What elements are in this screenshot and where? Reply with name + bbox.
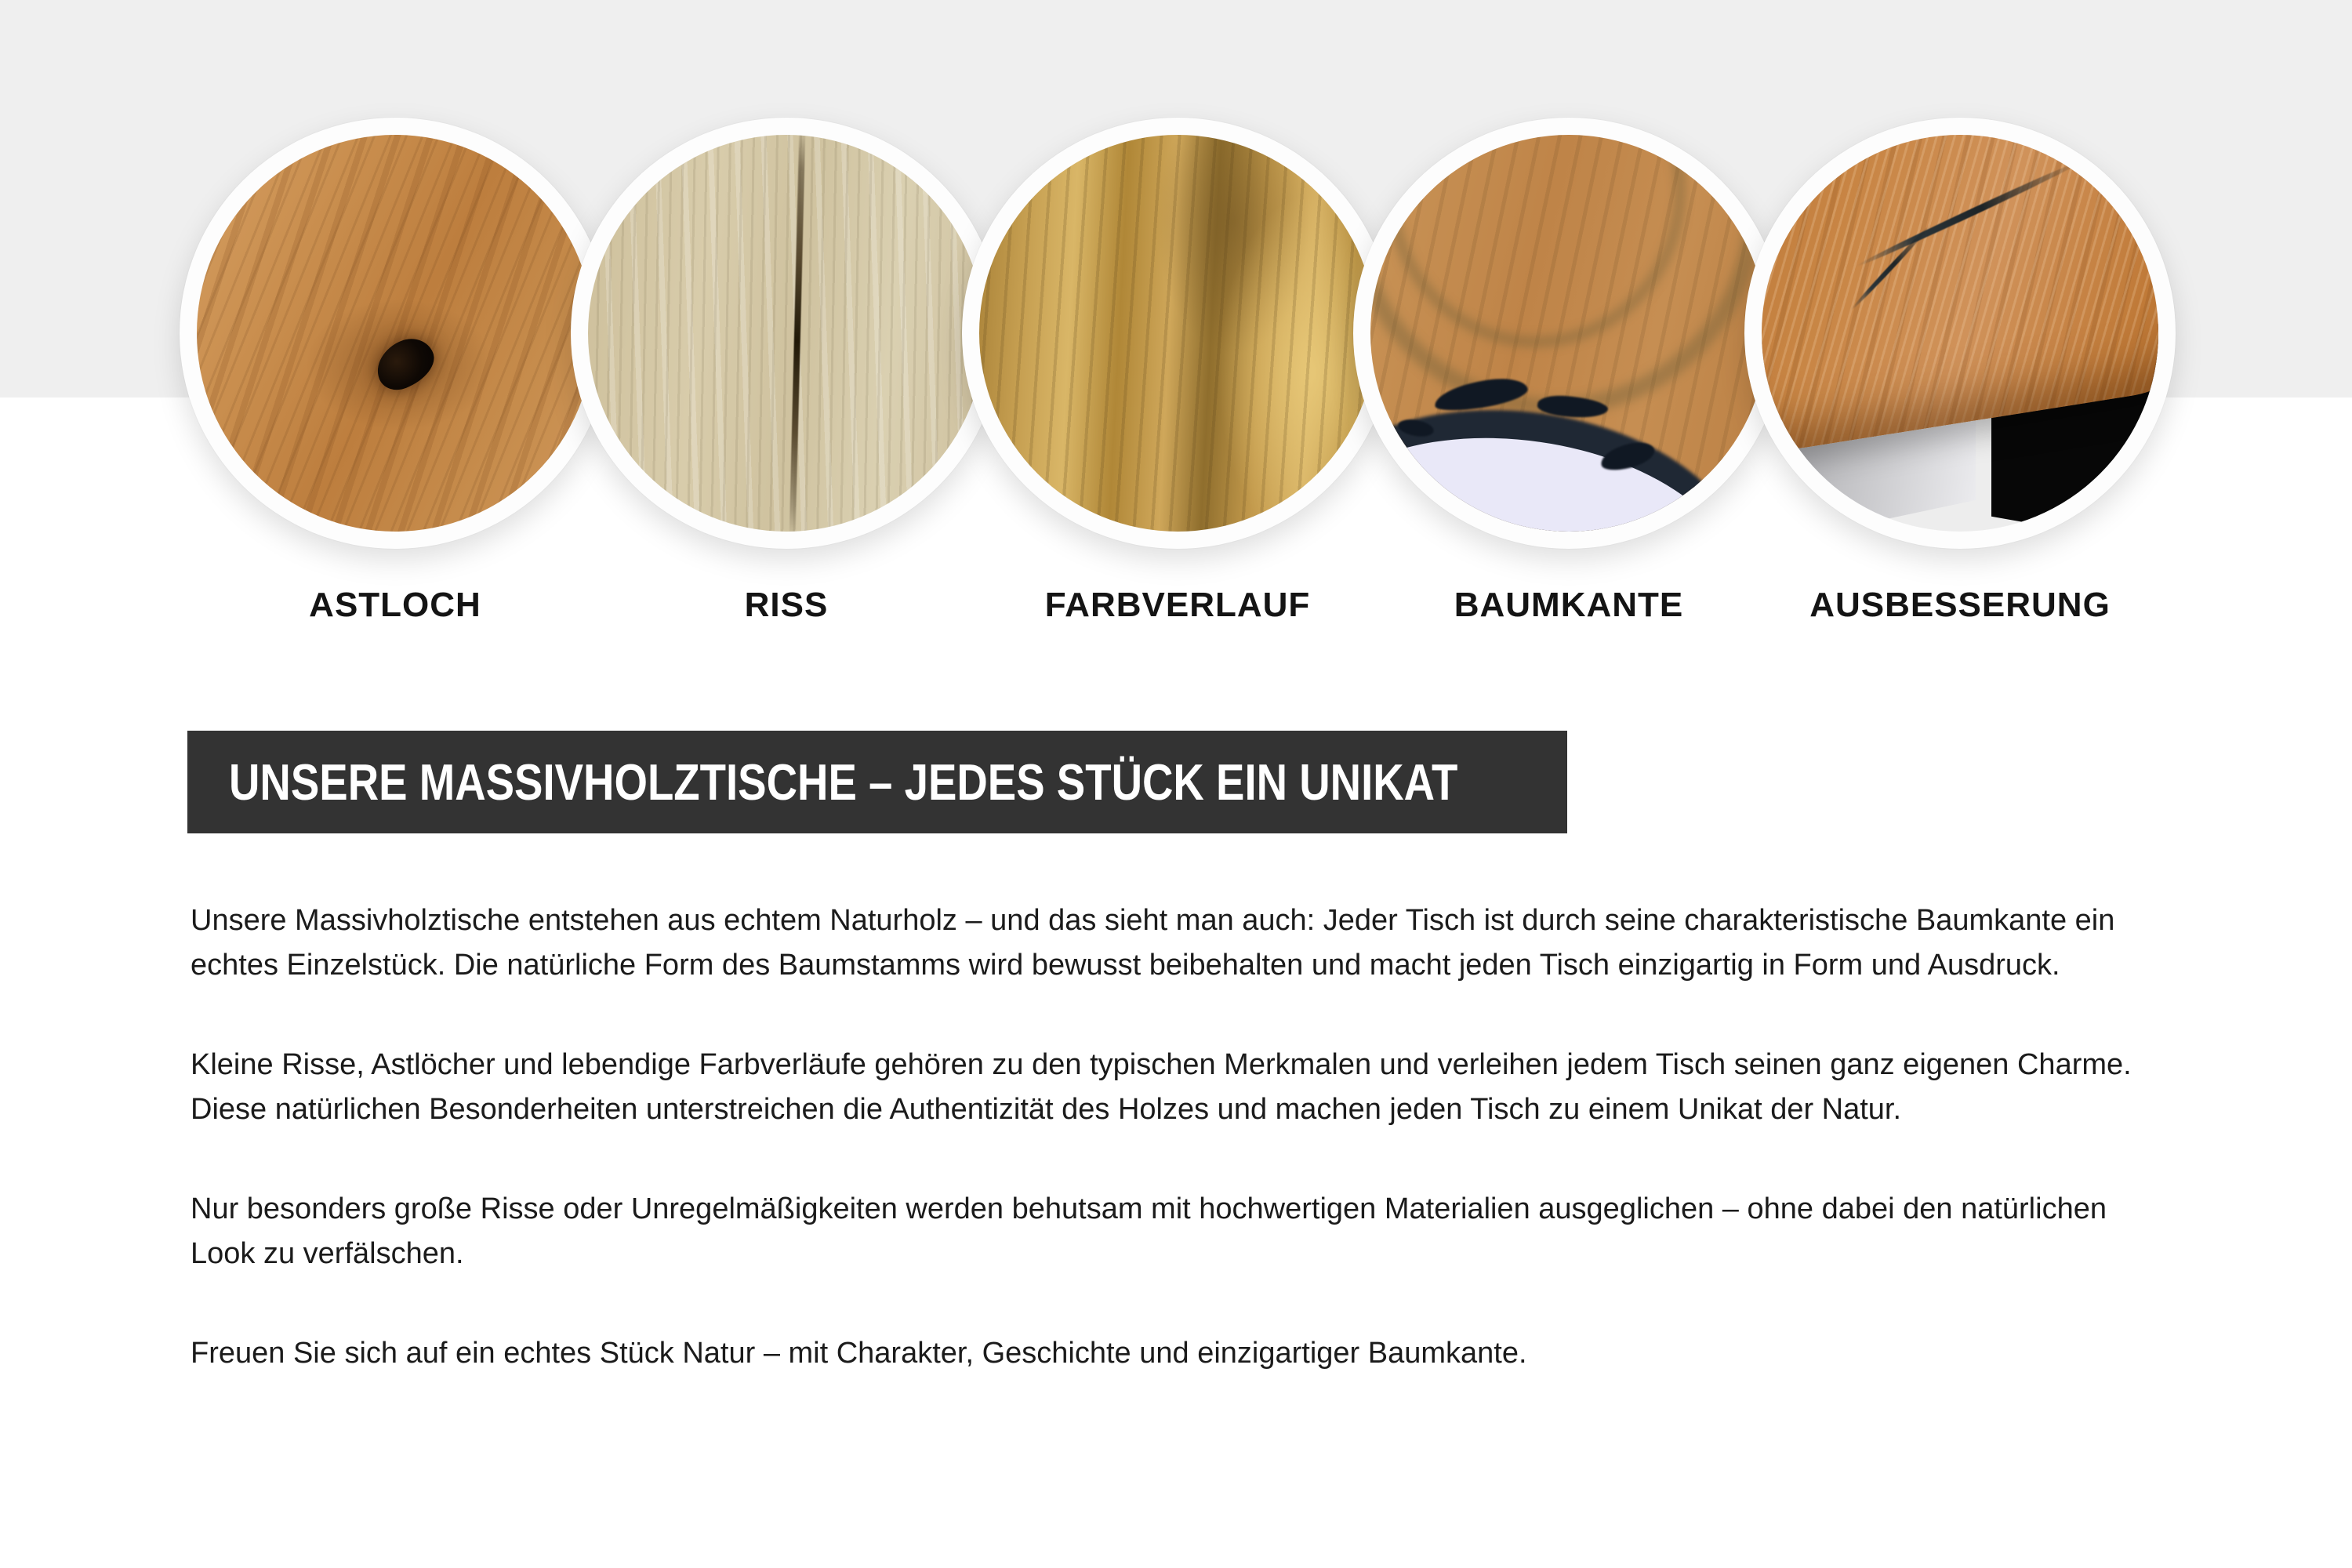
feature-label-ausbesserung: AUSBESSERUNG — [1809, 586, 2111, 624]
body-paragraph: Freuen Sie sich auf ein echtes Stück Natur – mit Charakter, Geschichte und einzigartiger Baumkante. — [191, 1337, 1527, 1370]
wood-knothole-photo — [197, 135, 593, 532]
wood-crack-photo — [588, 135, 985, 532]
feature-label-riss: RISS — [744, 586, 829, 624]
body-paragraph: Unsere Massivholztische entstehen aus echtem Naturholz – und das sieht man auch: Jeder Tisch ist durch seine charakteristische Baumkante ein echtes Einzelstück. Die natürliche Form des Baumstamms wird bewusst beibehalten und macht jeden Tisch einzigartig in Form und Ausdruck. — [191, 904, 2115, 982]
feature-label-astloch: ASTLOCH — [309, 586, 481, 624]
photo-ring — [962, 118, 1393, 549]
feature-baumkante — [1353, 118, 1784, 549]
feature-farbverlauf — [962, 118, 1393, 549]
feature-astloch — [180, 118, 611, 549]
photo-ring — [571, 118, 1002, 549]
repaired-crack-detail — [1849, 223, 1933, 312]
wood-repair-photo — [1762, 135, 2158, 532]
body-copy — [191, 898, 2154, 1431]
section-heading-banner — [187, 731, 1567, 833]
wood-live-edge-photo — [1370, 135, 1767, 532]
feature-riss — [571, 118, 1002, 549]
wood-color-gradient-photo — [979, 135, 1376, 532]
photo-ring — [180, 118, 611, 549]
repaired-crack-detail — [1856, 157, 2086, 269]
section-heading: UNSERE MASSIVHOLZTISCHE – JEDES STÜCK EIN UNIKAT — [229, 753, 1458, 811]
feature-label-baumkante: BAUMKANTE — [1454, 586, 1684, 624]
crack-detail — [789, 135, 806, 532]
body-paragraph: Nur besonders große Risse oder Unregelmäßigkeiten werden behutsam mit hochwertigen Materialien ausgeglichen – ohne dabei den natürlichen Look zu verfälschen. — [191, 1192, 2107, 1270]
feature-ausbesserung — [1744, 118, 2176, 549]
photo-ring — [1744, 118, 2176, 549]
feature-label-farbverlauf: FARBVERLAUF — [1044, 586, 1311, 624]
photo-ring — [1353, 118, 1784, 549]
knothole-detail — [369, 332, 441, 396]
body-paragraph: Kleine Risse, Astlöcher und lebendige Farbverläufe gehören zu den typischen Merkmalen und verleihen jedem Tisch seinen ganz eigenen Charme. Diese natürlichen Besonderheiten unterstreichen die Authentizität des Holzes und machen jeden Tisch zu einem Unikat der Natur. — [191, 1048, 2132, 1126]
